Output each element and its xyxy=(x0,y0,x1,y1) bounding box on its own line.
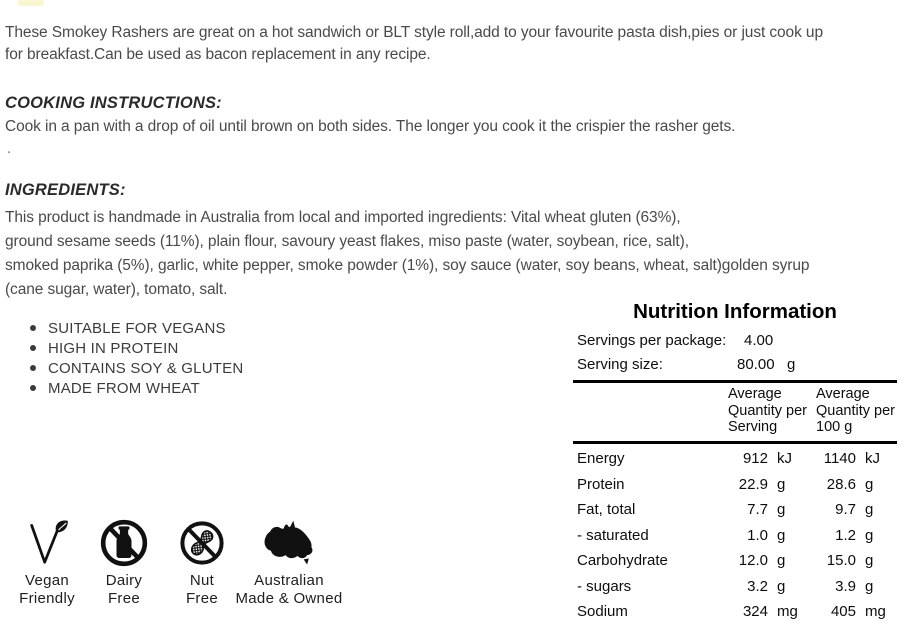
badge-label-line: Dairy xyxy=(105,572,143,589)
feature-item xyxy=(30,318,243,338)
value-per-100g: 1140 xyxy=(823,450,856,468)
unit-per-serving: g xyxy=(777,475,786,493)
nutrition-row xyxy=(573,574,897,600)
column-header-per-100g xyxy=(816,386,895,436)
dairy-free-icon xyxy=(99,517,149,569)
unit-per-serving: g xyxy=(777,501,786,519)
nutrition-row xyxy=(573,497,897,523)
nutrition-row xyxy=(573,523,897,549)
badge-dairy-free xyxy=(94,517,154,607)
feature-label: HIGH IN PROTEIN xyxy=(48,339,179,357)
value-per-serving: 324 xyxy=(742,603,768,621)
nutrient-label: Energy xyxy=(577,450,625,468)
unit-per-serving: g xyxy=(777,526,786,544)
nutrient-label: - saturated xyxy=(577,526,649,544)
column-header-line: Average xyxy=(728,386,782,402)
value-per-serving: 3.2 xyxy=(747,577,768,595)
scan-artifact xyxy=(18,0,44,6)
cooking-instructions-heading: COOKING INSTRUCTIONS: xyxy=(5,94,222,112)
unit-per-100g: g xyxy=(865,526,874,544)
badge-label-line: Made & Owned xyxy=(235,589,343,607)
value-per-serving: 1.0 xyxy=(747,526,768,544)
ingredients-line: ground sesame seeds (11%), plain flour, savoury yeast flakes, miso paste (water, soybean, rice, salt), xyxy=(5,233,689,250)
value-per-100g: 28.6 xyxy=(826,475,856,493)
nutrient-label: Protein xyxy=(577,475,625,493)
unit-per-100g: g xyxy=(865,475,874,493)
badge-label xyxy=(186,572,218,607)
value-per-100g: 15.0 xyxy=(826,552,856,570)
badge-label xyxy=(236,572,343,607)
feature-item xyxy=(30,358,243,378)
nutrition-row xyxy=(573,548,897,574)
badge-vegan-friendly xyxy=(10,517,84,607)
unit-per-100g: kJ xyxy=(865,450,880,468)
column-header-per-serving xyxy=(728,386,807,436)
stray-period: . xyxy=(7,140,12,157)
feature-label: MADE FROM WHEAT xyxy=(48,379,200,397)
value-per-serving: 22.9 xyxy=(738,475,768,493)
unit-per-100g: g xyxy=(865,501,874,519)
unit-per-serving: mg xyxy=(777,603,798,621)
ingredients-paragraph xyxy=(5,206,809,302)
bullet-icon xyxy=(30,325,36,331)
unit-per-serving: g xyxy=(777,577,786,595)
unit-per-serving: kJ xyxy=(777,450,792,468)
nutrient-label: Fat, total xyxy=(577,501,636,519)
badge-label xyxy=(106,572,143,607)
feature-item xyxy=(30,338,243,358)
value-per-100g: 3.9 xyxy=(835,577,856,595)
badge-label-line: Vegan xyxy=(24,572,70,589)
australia-map-icon xyxy=(257,517,321,569)
feature-label: CONTAINS SOY & GLUTEN xyxy=(48,359,244,377)
badge-nut-free xyxy=(174,517,230,607)
badge-australian-made xyxy=(235,517,343,607)
ingredients-line: smoked paprika (5%), garlic, white pepper, smoke powder (1%), soy sauce (water, soy beans, wheat, salt)golden syrup xyxy=(5,257,810,274)
ingredients-line: (cane sugar, water), tomato, salt. xyxy=(5,281,228,298)
value-per-100g: 9.7 xyxy=(835,501,856,519)
badge-label-line: Free xyxy=(107,589,141,607)
badge-label-line: Australian xyxy=(254,572,324,589)
nut-free-icon xyxy=(178,517,226,569)
badge-label-line: Nut xyxy=(189,572,215,589)
unit-per-serving: g xyxy=(777,552,786,570)
cooking-instructions-body: Cook in a pan with a drop of oil until brown on both sides. The longer you cook it the crispier the rasher gets. xyxy=(5,118,736,135)
feature-list xyxy=(30,318,243,398)
serving-size-label: Serving size: xyxy=(577,356,663,373)
badge-label-line: Free xyxy=(185,589,219,607)
value-per-serving: 912 xyxy=(742,450,768,468)
vegan-leaf-icon xyxy=(24,517,70,569)
bullet-icon xyxy=(30,385,36,391)
nutrition-row xyxy=(573,446,897,472)
nutrition-row xyxy=(573,599,897,625)
nutrition-rows xyxy=(573,446,897,625)
nutrient-label: Sodium xyxy=(577,603,628,621)
feature-label: SUITABLE FOR VEGANS xyxy=(48,319,226,337)
column-header-line: Quantity per xyxy=(728,402,807,419)
column-header-line: Average xyxy=(816,386,870,402)
unit-per-100g: mg xyxy=(865,603,886,621)
ingredients-heading: INGREDIENTS: xyxy=(5,181,126,199)
badge-label-line: Friendly xyxy=(19,589,75,607)
nutrition-title: Nutrition Information xyxy=(633,300,837,323)
intro-line: for breakfast.Can be used as bacon replacement in any recipe. xyxy=(5,46,431,63)
nutrient-label: - sugars xyxy=(577,577,632,595)
intro-line: These Smokey Rashers are great on a hot sandwich or BLT style roll,add to your favourite pasta dish,pies or just cook up xyxy=(5,24,823,41)
serving-size-value: 80.00 xyxy=(737,356,775,373)
column-header-line: 100 g xyxy=(816,419,853,435)
table-rule-top xyxy=(573,380,897,383)
nutrient-label: Carbohydrate xyxy=(577,552,668,570)
ingredients-line: This product is handmade in Australia from local and imported ingredients: Vital wheat gluten (63%), xyxy=(5,209,681,226)
intro-paragraph xyxy=(5,22,823,66)
unit-per-100g: g xyxy=(865,552,874,570)
unit-per-100g: g xyxy=(865,577,874,595)
badge-label xyxy=(19,572,75,607)
value-per-100g: 1.2 xyxy=(835,526,856,544)
table-rule-header xyxy=(573,441,897,444)
servings-per-package-value: 4.00 xyxy=(744,332,774,349)
serving-size-unit: g xyxy=(787,356,796,373)
value-per-serving: 7.7 xyxy=(747,501,768,519)
bullet-icon xyxy=(30,345,36,351)
value-per-100g: 405 xyxy=(830,603,856,621)
bullet-icon xyxy=(30,365,36,371)
value-per-serving: 12.0 xyxy=(738,552,768,570)
column-header-line: Quantity per xyxy=(816,402,895,419)
nutrition-row xyxy=(573,472,897,498)
servings-per-package-label: Servings per package: xyxy=(577,332,727,349)
column-header-line: Serving xyxy=(728,419,778,435)
feature-item xyxy=(30,378,243,398)
